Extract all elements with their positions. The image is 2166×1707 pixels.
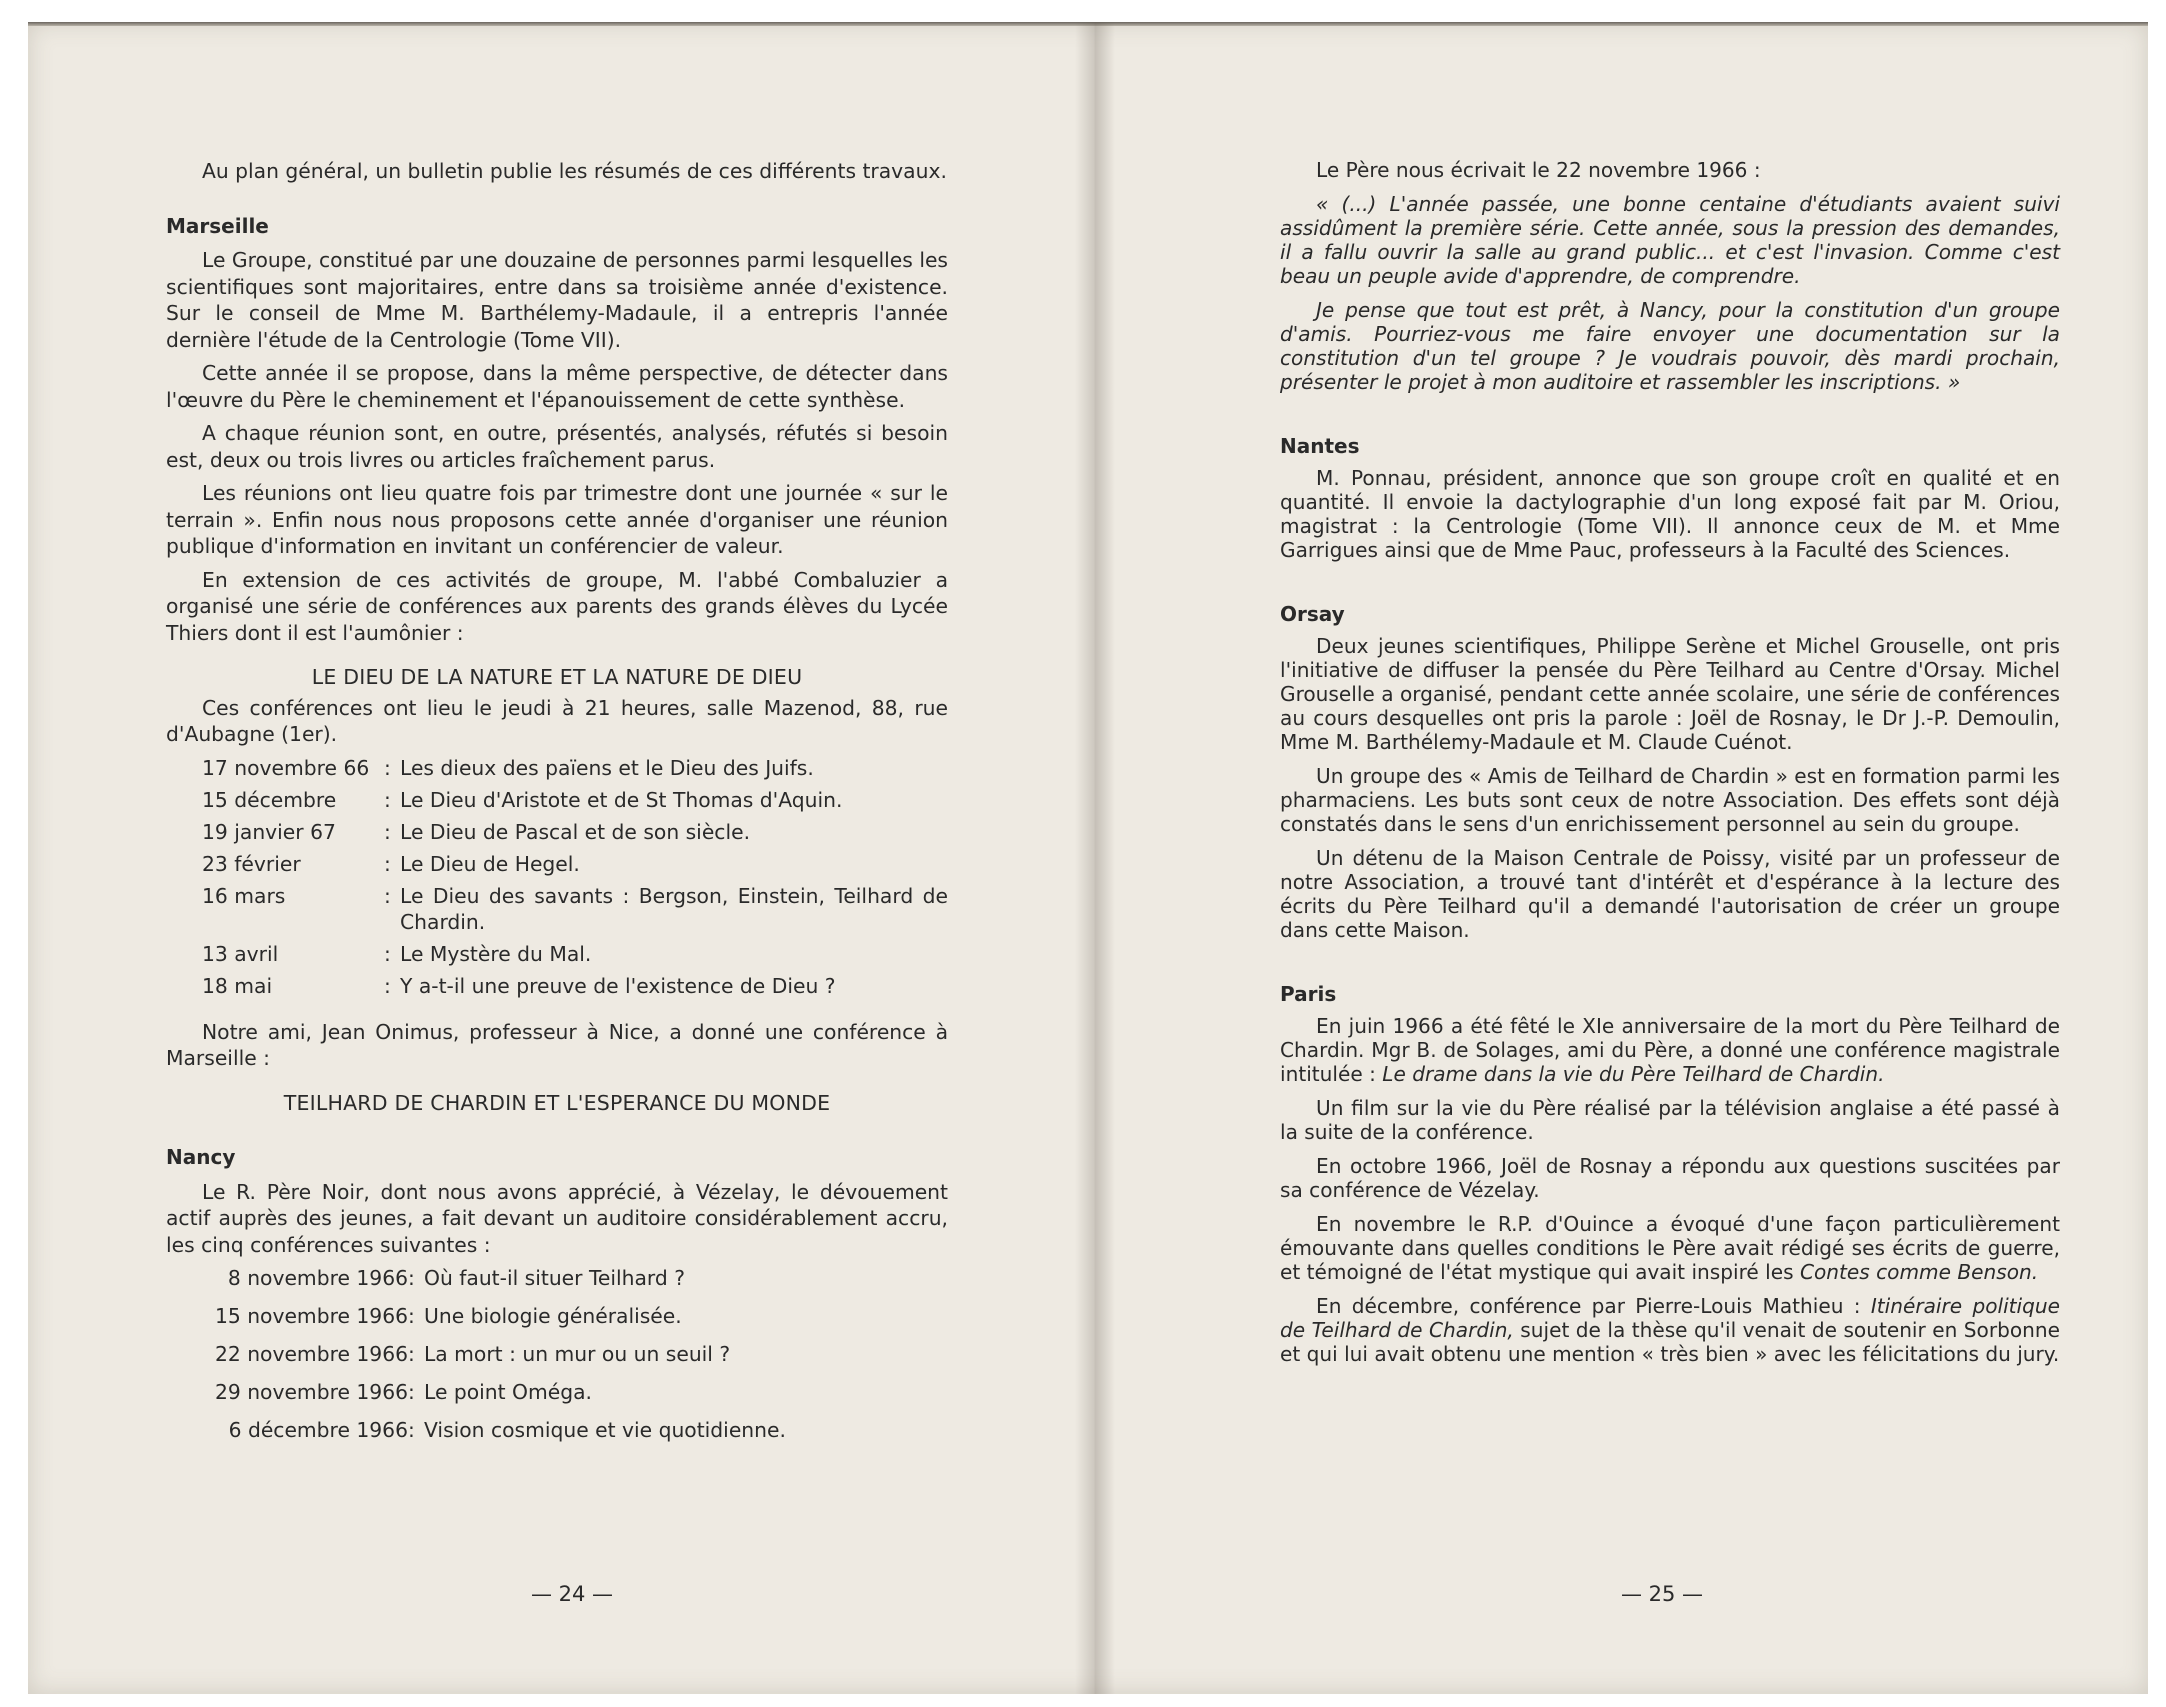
schedule-date: 23 février (202, 851, 301, 876)
schedule-topic: Où faut-il situer Teilhard ? (424, 1266, 685, 1290)
schedule-date: 17 novembre 66 (202, 755, 370, 780)
schedule-sep: : (384, 941, 391, 966)
nancy-p1: Le R. Père Noir, dont nous avons apprécié, à Vézelay, le dévouement actif auprès des jeunes, a fait devant un auditoire considérablement accru, les cinq conférences suivantes : (166, 1179, 948, 1257)
schedule-row (166, 851, 948, 883)
schedule-topic: Les dieux des païens et le Dieu des Juifs. (400, 755, 814, 780)
intro-paragraph: Au plan général, un bulletin publie les résumés de ces différents travaux. (202, 159, 947, 183)
marseille-p4: Les réunions ont lieu quatre fois par trimestre dont une journée « sur le terrain ». Enfin nous nous proposons cette année d'organiser une réunion publique d'information en invitant un conférencier de valeur. (166, 481, 948, 558)
onimus-paragraph: Notre ami, Jean Onimus, professeur à Nice, a donné une conférence à Marseille : (166, 1019, 948, 1070)
schedule-date: 22 novembre 1966 (214, 1342, 408, 1366)
marseille-schedule (166, 755, 948, 1005)
marseille-p5: En extension de ces activités de groupe, M. l'abbé Combaluzier a organisé une série de conférences aux parents des grands élèves du Lycée Thiers dont il est l'aumônier : (166, 567, 948, 645)
letter-quote-1: « (...) L'année passée, une bonne centaine d'étudiants avaient suivi assidûment la première série. Cette année, sous la pression des demandes, il a fallu ouvrir la salle au grand public... et c'est l'invasion. Comme c'est beau un peuple avide d'apprendre, de comprendre. (1280, 192, 2060, 288)
schedule-sep: : (384, 883, 391, 908)
paris-p1-text: En juin 1966 a été fêté le XIe anniversaire de la mort du Père Teilhard de Chardin. Mgr B. de Solages, ami du Père, a donné une conférence magistrale intitulée : (1280, 1014, 2060, 1086)
schedule-row (166, 1417, 948, 1455)
onimus-title: TEILHARD DE CHARDIN ET L'ESPERANCE DU MONDE (283, 1090, 831, 1115)
schedule-date: 13 avril (202, 941, 279, 966)
paris-p5-rest: sujet de la thèse qu'il venait de soutenir en Sorbonne et qui lui avait obtenu une mention « très bien » avec les félicitations du jury. (1280, 1318, 2060, 1366)
page-number-25: — 25 — (1620, 1582, 1704, 1606)
paris-p5 (1280, 1294, 2060, 1366)
nantes-p1: M. Ponnau, président, annonce que son groupe croît en qualité et en quantité. Il envoie la dactylographie d'un long exposé fait par M. Oriou, magistrat : la Centrologie (Tome VII). Il annonce ceux de M. et Mme Garrigues ainsi que de Mme Pauc, professeurs à la Faculté des Sciences. (1280, 466, 2060, 562)
paris-p4 (1280, 1212, 2060, 1284)
marseille-p2: Cette année il se propose, dans la même perspective, de détecter dans l'œuvre du Père le cheminement et l'épanouissement de cette synthèse. (166, 361, 948, 412)
schedule-topic: Le point Oméga. (424, 1380, 592, 1404)
schedule-row (166, 787, 948, 819)
schedule-row (166, 1379, 948, 1417)
schedule-date: 19 janvier 67 (202, 819, 336, 844)
schedule-topic: Le Dieu des savants : Bergson, Einstein, Teilhard de Chardin. (400, 883, 948, 934)
schedule-date: 15 décembre (202, 787, 337, 812)
letter-quote-2: Je pense que tout est prêt, à Nancy, pour la constitution d'un groupe d'amis. Pourriez-vous me faire envoyer une documentation sur la constitution d'un tel groupe ? Je voudrais pouvoir, dès mardi prochain, présenter le projet à mon auditoire et rassembler les inscriptions. » (1280, 298, 2060, 394)
paris-p1 (1280, 1014, 2060, 1086)
heading-paris: Paris (1280, 982, 1337, 1006)
orsay-p2: Un groupe des « Amis de Teilhard de Chardin » est en formation parmi les pharmaciens. Les buts sont ceux de notre Association. Des effets sont déjà constatés dans le sens d'un enrichissement personnel au sein du groupe. (1280, 764, 2060, 836)
schedule-topic: Une biologie généralisée. (424, 1304, 682, 1328)
schedule-sep: : (384, 755, 391, 780)
heading-nancy: Nancy (166, 1145, 236, 1169)
series-intro: Ces conférences ont lieu le jeudi à 21 heures, salle Mazenod, 88, rue d'Aubagne (1er). (166, 695, 948, 746)
schedule-sep: : (384, 819, 391, 844)
schedule-date: 29 novembre 1966 (214, 1380, 408, 1404)
right-column (1280, 158, 2060, 1376)
page-number-24: — 24 — (530, 1582, 614, 1606)
schedule-sep: : (384, 851, 391, 876)
schedule-topic: Le Dieu d'Aristote et de St Thomas d'Aquin. (400, 787, 843, 812)
schedule-sep: : (408, 1342, 415, 1366)
nancy-schedule (166, 1265, 948, 1455)
schedule-date: 15 novembre 1966 (214, 1304, 408, 1328)
schedule-date: 8 novembre 1966 (227, 1266, 408, 1290)
series-title: LE DIEU DE LA NATURE ET LA NATURE DE DIEU (311, 665, 803, 689)
schedule-sep: : (408, 1380, 415, 1404)
schedule-topic: Le Dieu de Hegel. (400, 851, 580, 876)
schedule-topic: Le Mystère du Mal. (400, 941, 592, 966)
marseille-p3: A chaque réunion sont, en outre, présentés, analysés, réfutés si besoin est, deux ou trois livres ou articles fraîchement parus. (166, 421, 948, 472)
schedule-topic: Y a-t-il une preuve de l'existence de Dieu ? (400, 973, 836, 998)
schedule-sep: : (408, 1304, 415, 1328)
schedule-row (166, 819, 948, 851)
left-column (166, 158, 948, 1469)
heading-marseille: Marseille (166, 213, 269, 238)
schedule-sep: : (384, 787, 391, 812)
schedule-row (166, 1303, 948, 1341)
orsay-p1: Deux jeunes scientifiques, Philippe Serène et Michel Grouselle, ont pris l'initiative de diffuser la pensée du Père Teilhard au Centre d'Orsay. Michel Grouselle a organisé, pendant cette année scolaire, une série de conférences au cours desquelles ont pris la parole : Joël de Rosnay, le Dr J.-P. Demoulin, Mme M. Barthélemy-Madaule et M. Claude Cuénot. (1280, 634, 2060, 754)
schedule-date: 18 mai (202, 973, 273, 998)
schedule-row (166, 755, 948, 787)
schedule-date: 16 mars (202, 883, 286, 908)
paris-p4-title: Contes comme Benson. (1799, 1260, 2039, 1284)
schedule-row (166, 883, 948, 941)
page-24 (28, 22, 1088, 1694)
schedule-sep: : (384, 973, 391, 998)
paris-p5-text: En décembre, conférence par Pierre-Louis Mathieu : (1316, 1294, 1871, 1318)
schedule-topic: La mort : un mur ou un seuil ? (424, 1342, 731, 1366)
heading-nantes: Nantes (1280, 434, 1360, 458)
schedule-sep: : (408, 1418, 415, 1442)
schedule-row (166, 973, 948, 1005)
schedule-topic: Vision cosmique et vie quotidienne. (424, 1418, 786, 1442)
paris-p5-title: Itinéraire politique de Teilhard de Chardin, (1280, 1294, 2060, 1342)
schedule-date: 6 décembre 1966 (228, 1418, 408, 1442)
paris-p2: Un film sur la vie du Père réalisé par la télévision anglaise a été passé à la suite de la conférence. (1280, 1096, 2060, 1144)
orsay-p3: Un détenu de la Maison Centrale de Poissy, visité par un professeur de notre Association, a trouvé tant d'intérêt et d'espérance à la lecture des écrits du Père Teilhard qu'il a demandé l'autorisation de créer un groupe dans cette Maison. (1280, 846, 2060, 942)
schedule-row (166, 1265, 948, 1303)
marseille-p1: Le Groupe, constitué par une douzaine de personnes parmi lesquelles les scientifiques sont majoritaires, entre dans sa troisième année d'existence. Sur le conseil de Mme M. Barthélemy-Madaule, il a entrepris l'année dernière l'étude de la Centrologie (Tome VII). (166, 248, 948, 352)
schedule-topic: Le Dieu de Pascal et de son siècle. (400, 819, 751, 844)
paris-p3: En octobre 1966, Joël de Rosnay a répondu aux questions suscitées par sa conférence de Vézelay. (1280, 1154, 2060, 1202)
paris-p4-text: En novembre le R.P. d'Ouince a évoqué d'une façon particulièrement émouvante dans quelles conditions le Père avait rédigé ses écrits de guerre, et témoigné de l'état mystique qui avait inspiré les (1280, 1212, 2060, 1284)
page-25 (1088, 22, 2148, 1694)
schedule-row (166, 941, 948, 973)
heading-orsay: Orsay (1280, 602, 1345, 626)
schedule-row (166, 1341, 948, 1379)
booklet-spread (28, 22, 2148, 1694)
paris-p1-title: Le drame dans la vie du Père Teilhard de Chardin. (1382, 1062, 1885, 1086)
letter-intro: Le Père nous écrivait le 22 novembre 1966 : (1316, 158, 1761, 182)
schedule-sep: : (408, 1266, 415, 1290)
